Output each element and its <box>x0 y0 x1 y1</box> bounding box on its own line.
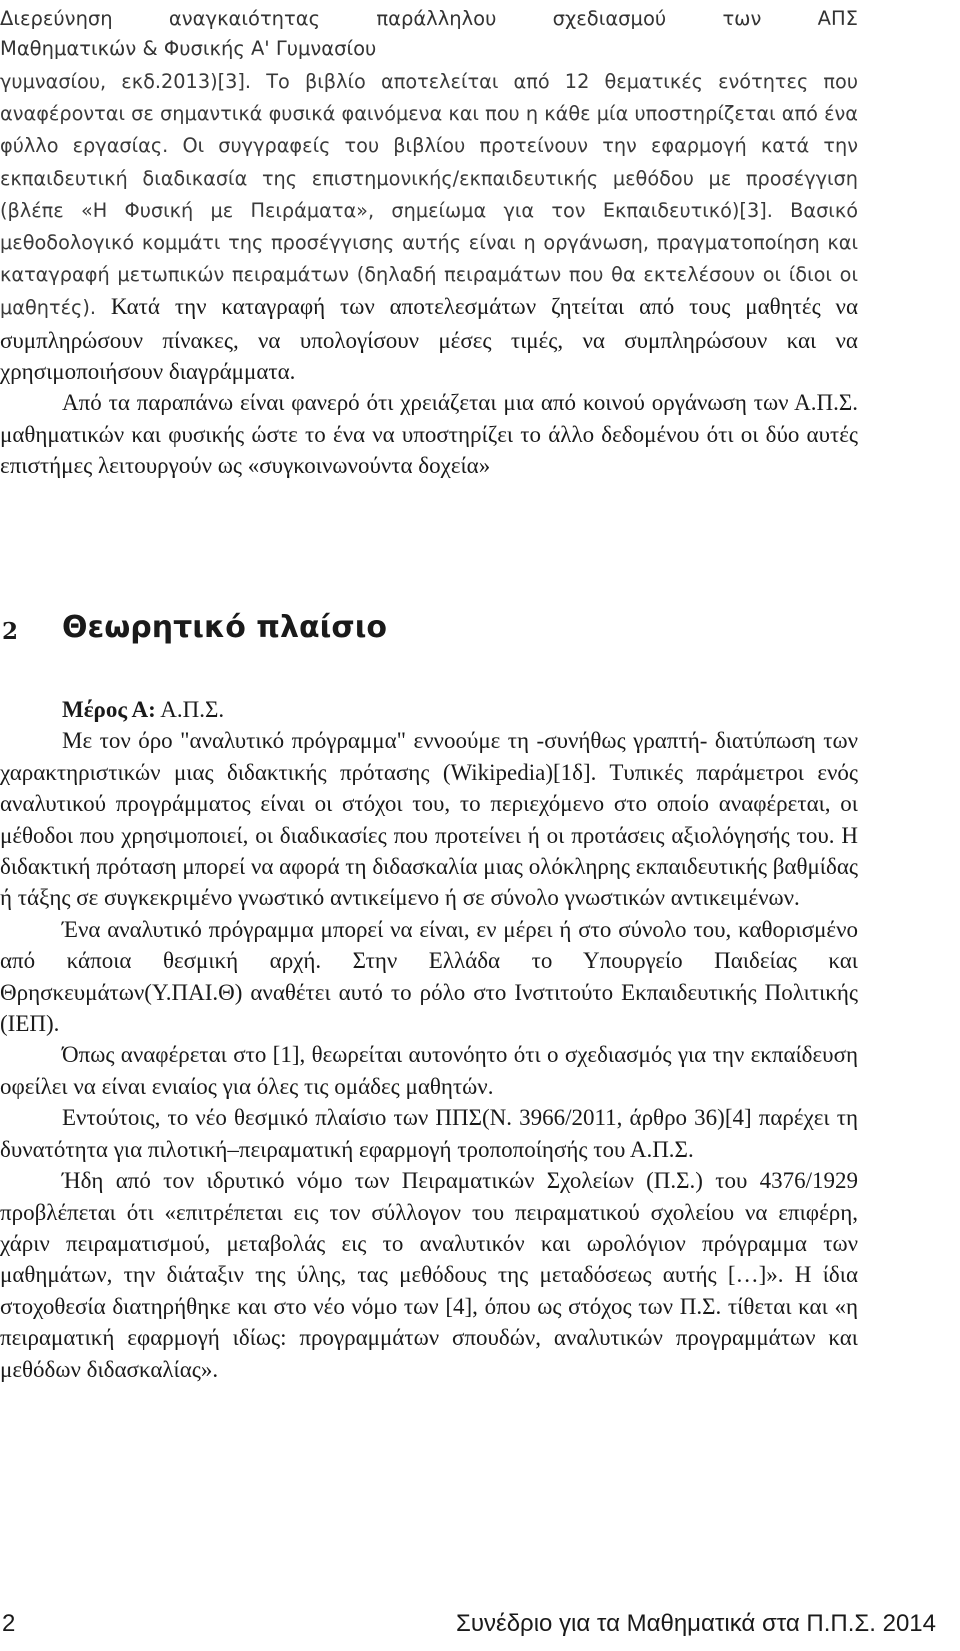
header-title-line2: Μαθηματικών & Φυσικής Α' Γυμνασίου <box>0 37 377 60</box>
conclusion-paragraph: Από τα παραπάνω είναι φανερό ότι χρειάζεται μια από κοινού οργάνωση των Α.Π.Σ. μαθηματικών και φυσικής ώστε το ένα να υποστηρίζει το άλλο δεδομένου ότι οι δύο αυτές επιστήμες λειτουργούν ως «συγκοινωνούντα δοχεία» <box>0 390 858 479</box>
footer-conference-title: Συνέδριο για τα Μαθηματικά στα Π.Π.Σ. 2014 <box>456 1610 936 1637</box>
paragraph-unified-design: Όπως αναφέρεται στο [1], θεωρείται αυτονόητο ότι ο σχεδιασμός για την εκπαίδευση οφείλει να είναι ενιαίος για όλες τις ομάδες μαθητών. <box>0 1042 858 1099</box>
part-a-label-bold: Μέρος Α: <box>62 697 156 722</box>
intro-paragraph-serif: Κατά την καταγραφή των αποτελεσμάτων ζητείται από τους μαθητές να συμπληρώσουν πίνακες, να υπολογίσουν μέσες τιμές, να συμπληρώσουν και να χρησιμοποιήσουν διαγράμματα. <box>0 294 858 385</box>
paragraph-new-framework: Εντούτοις, το νέο θεσμικό πλαίσιο των ΠΠΣ(Ν. 3966/2011, άρθρο 36)[4] παρέχει τη δυνατότητα για πιλοτική–πειραματική εφαρμογή τροποποίησής του Α.Π.Σ. <box>0 1105 858 1162</box>
footer-page-number: 2 <box>2 1610 16 1637</box>
paragraph-founding-law: Ήδη από τον ιδρυτικό νόμο των Πειραματικών Σχολείων (Π.Σ.) του 4376/1929 προβλέπεται ότι «επιτρέπεται εις τον σύλλογον του πειραματικού σχολείου να επιφέρη, χάριν πειραματισμού, μεταβολάς εις το αναλυτικόν και ωρολόγιον πρόγραμμα των μαθημάτων, την διάταξιν της ύλης, τας μεθόδους της μεταδόσεως αυτής […]». Η ίδια στοχοθεσία διατηρήθηκε και στο νέο νόμο των [4], όπου ως στόχος των Π.Σ. τίθεται και «η πειραματική εφαρμογή ιδίως: προγραμμάτων σπουδών, αναλυτικών προγραμμάτων και μεθόδων διδασκαλίας». <box>0 1168 858 1382</box>
intro-paragraph-sans: γυμνασίου, εκδ.2013)[3]. Το βιβλίο αποτελείται από 12 θεματικές ενότητες που αναφέρονται σε σημαντικά φυσικά φαινόμενα και που η κάθε μία υποστηρίζεται από ένα φύλλο εργασίας. Οι συγγραφείς του βιβλίου προτείνουν την εφαρμογή κατά την εκπαιδευτική διαδικασία της επιστημονικής/εκπαιδευτικής μεθόδου με προσέγγιση (βλέπε «Η Φυσική με Πειράματα», σημείωμα για τον Εκπαιδευτικό)[3]. Βασικό μεθοδολογικό κομμάτι της προσέγγισης αυτής είναι η οργάνωση, πραγματοποίηση και καταγραφή μετωπικών πειραμάτων (δηλαδή πειραμάτων που θα εκτελέσουν οι ίδιοι οι μαθητές). <box>0 70 858 320</box>
header-title-line1: Διερεύνηση αναγκαιότητας παράλληλου σχεδιασμού των ΑΠΣ <box>0 7 858 30</box>
section-heading <box>0 610 858 660</box>
paragraph-curriculum-definition: Με τον όρο "αναλυτικό πρόγραμμα" εννοούμε τη -συνήθως γραπτή- διατύπωση των χαρακτηριστικών μιας διδακτικής πρότασης (Wikipedia)[1δ]. Τυπικές παράμετροι ενός αναλυτικού προγράμματος είναι οι στόχοι του, το περιεχόμενο στο οποίο αναφέρεται, οι μέθοδοι που χρησιμοποιεί, οι διαδικασίες που προτείνει ή οι προτάσεις αξιολόγησής του. Η διδακτική πρόταση μπορεί να αφορά τη διδασκαλία μιας ολόκληρης εκπαιδευτικής βαθμίδας ή τάξης σε συγκεκριμένο γνωστικό αντικείμενο ή σε σύνολο γνωστικών αντικειμένων. <box>0 728 858 911</box>
part-a-label-rest: Α.Π.Σ. <box>155 697 225 722</box>
page-footer <box>0 1610 936 1646</box>
part-a-block <box>0 694 858 1385</box>
intro-paragraph <box>0 66 858 387</box>
section-number: 2 <box>2 618 19 645</box>
section-title: Θεωρητικό πλαίσιο <box>62 610 387 645</box>
intro-block <box>0 66 858 482</box>
part-a-label <box>0 694 858 725</box>
running-header <box>0 4 858 64</box>
paragraph-institutional-authority: Ένα αναλυτικό πρόγραμμα μπορεί να είναι, εν μέρει ή στο σύνολο του, καθορισμένο από κάποια θεσμική αρχή. Στην Ελλάδα το Υπουργείο Παιδείας και Θρησκευμάτων(Υ.ΠΑΙ.Θ) αναθέτει αυτό το ρόλο στο Ινστιτούτο Εκπαιδευτικής Πολιτικής (ΙΕΠ). <box>0 916 858 1037</box>
